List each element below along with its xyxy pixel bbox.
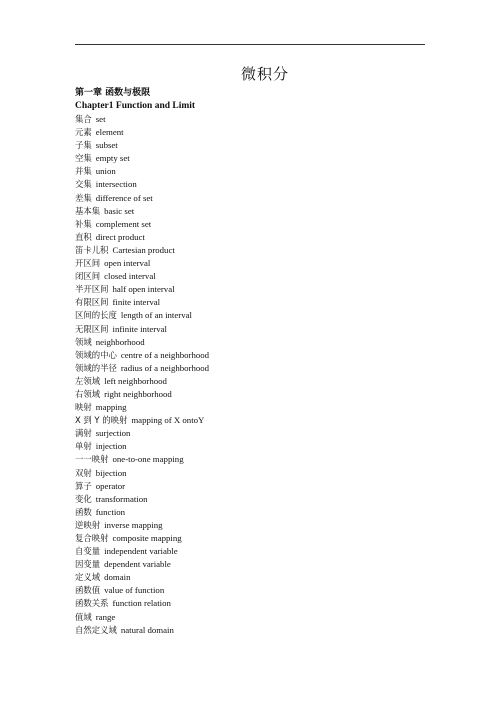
term-chinese: 右领域: [75, 388, 101, 399]
term-chinese: 子集: [75, 140, 92, 151]
document-body: [75, 87, 425, 637]
glossary-item: [75, 597, 425, 610]
glossary-item: [75, 192, 425, 205]
term-english: composite mapping: [112, 533, 182, 543]
glossary-item: [75, 113, 425, 126]
term-english: open interval: [104, 258, 151, 269]
glossary-item: [75, 270, 425, 283]
glossary-item: [75, 139, 425, 152]
term-chinese: 区间的长度: [75, 310, 117, 321]
term-english: closed interval: [104, 271, 156, 282]
glossary-item: [75, 440, 425, 453]
glossary-item: [75, 231, 425, 244]
term-chinese: 有限区间: [75, 297, 109, 308]
term-english: dependent variable: [104, 559, 171, 570]
term-english: transformation: [95, 493, 148, 504]
glossary-item: [75, 506, 425, 519]
glossary-item: [75, 571, 425, 584]
glossary-item: [75, 205, 425, 218]
term-english: length of an interval: [120, 310, 192, 321]
term-english: one-to-one mapping: [112, 454, 184, 465]
term-chinese: X 到 Y 的映射: [75, 415, 128, 426]
term-chinese: 定义域: [75, 572, 101, 583]
glossary-item: [75, 218, 425, 231]
term-english: set: [95, 114, 106, 124]
term-english: operator: [95, 480, 126, 491]
glossary-item: [75, 558, 425, 571]
term-english: centre of a neighborhood: [120, 349, 210, 360]
glossary-item: [75, 480, 425, 493]
term-chinese: 逆映射: [75, 519, 101, 530]
term-chinese: 补集: [75, 218, 92, 229]
term-chinese: 基本集: [75, 205, 101, 216]
term-english: element: [95, 127, 124, 138]
term-english: function relation: [112, 598, 171, 609]
header-rule: [75, 44, 425, 45]
term-english: right neighborhood: [104, 388, 172, 399]
term-english: radius of a neighborhood: [120, 362, 210, 373]
term-chinese: 函数值: [75, 585, 101, 596]
term-chinese: 领域的中心: [75, 349, 117, 360]
term-english: independent variable: [104, 546, 178, 557]
term-english: intersection: [95, 179, 137, 190]
term-chinese: 自然定义域: [75, 624, 117, 635]
term-english: natural domain: [120, 624, 174, 635]
term-chinese: 因变量: [75, 559, 101, 570]
term-chinese: 空集: [75, 153, 92, 164]
term-chinese: 映射: [75, 402, 92, 413]
glossary-item: [75, 388, 425, 401]
term-chinese: 差集: [75, 192, 92, 203]
term-english: union: [95, 166, 116, 177]
chapter-heading-en: Chapter1 Function and Limit: [75, 101, 196, 111]
glossary-item: [75, 584, 425, 597]
term-chinese: 复合映射: [75, 533, 109, 543]
term-chinese: 集合: [75, 114, 92, 124]
glossary-item: [75, 126, 425, 139]
term-english: injection: [95, 441, 127, 452]
glossary-item: [75, 545, 425, 558]
term-chinese: 半开区间: [75, 284, 109, 295]
term-chinese: 直积: [75, 231, 92, 242]
document-title: 微积分: [240, 65, 289, 83]
term-chinese: 函数: [75, 506, 92, 517]
term-chinese: 并集: [75, 166, 92, 177]
glossary-item: [75, 532, 425, 545]
glossary-item: [75, 453, 425, 466]
glossary-item: [75, 611, 425, 624]
term-english: function: [95, 506, 126, 517]
glossary-item: [75, 178, 425, 191]
term-english: inverse mapping: [104, 519, 163, 530]
glossary-item: [75, 519, 425, 532]
glossary-item: [75, 283, 425, 296]
glossary-item: [75, 309, 425, 322]
term-english: mapping: [95, 402, 127, 413]
glossary-item: [75, 624, 425, 637]
glossary-item: [75, 401, 425, 414]
term-english: neighborhood: [95, 336, 145, 347]
term-english: left neighborhood: [104, 375, 167, 386]
term-english: subset: [95, 140, 118, 151]
term-chinese: 双射: [75, 467, 92, 478]
glossary-item: [75, 493, 425, 506]
term-english: mapping of X ontoY: [131, 415, 205, 426]
term-english: difference of set: [95, 192, 153, 203]
term-english: Cartesian product: [112, 244, 175, 255]
term-chinese: 领域的半径: [75, 362, 117, 373]
glossary-item: [75, 349, 425, 362]
glossary-item: [75, 165, 425, 178]
glossary-item: [75, 414, 425, 427]
glossary-item: [75, 467, 425, 480]
term-english: complement set: [95, 218, 152, 229]
term-chinese: 自变量: [75, 546, 101, 557]
term-english: domain: [104, 572, 131, 583]
glossary-item: [75, 296, 425, 309]
term-chinese: 领域: [75, 336, 92, 347]
term-english: empty set: [95, 153, 130, 164]
term-english: finite interval: [112, 297, 161, 308]
glossary-item: [75, 152, 425, 165]
term-english: half open interval: [112, 284, 175, 295]
term-chinese: 元素: [75, 127, 92, 138]
term-english: infinite interval: [112, 323, 167, 334]
term-english: value of function: [104, 585, 165, 596]
glossary-item: [75, 244, 425, 257]
term-chinese: 交集: [75, 179, 92, 190]
term-chinese: 笛卡儿积: [75, 244, 109, 255]
term-chinese: 左领域: [75, 375, 101, 386]
glossary-item: [75, 336, 425, 349]
glossary-list: [75, 113, 425, 637]
term-chinese: 变化: [75, 493, 92, 504]
glossary-item: [75, 375, 425, 388]
glossary-item: [75, 323, 425, 336]
term-chinese: 值域: [75, 611, 92, 622]
term-chinese: 闭区间: [75, 271, 101, 282]
term-chinese: 无限区间: [75, 323, 109, 334]
term-english: direct product: [95, 231, 145, 242]
term-english: basic set: [104, 205, 135, 216]
term-english: bijection: [95, 467, 127, 478]
term-english: range: [95, 611, 116, 622]
glossary-item: [75, 427, 425, 440]
glossary-item: [75, 257, 425, 270]
term-chinese: 一一映射: [75, 454, 109, 465]
term-chinese: 开区间: [75, 258, 101, 269]
term-chinese: 函数关系: [75, 598, 109, 609]
chapter-heading-cn: 第一章 函数与极限: [75, 88, 151, 98]
term-english: surjection: [95, 428, 131, 439]
term-chinese: 满射: [75, 428, 92, 439]
term-chinese: 单射: [75, 441, 92, 452]
term-chinese: 算子: [75, 480, 92, 491]
glossary-item: [75, 362, 425, 375]
